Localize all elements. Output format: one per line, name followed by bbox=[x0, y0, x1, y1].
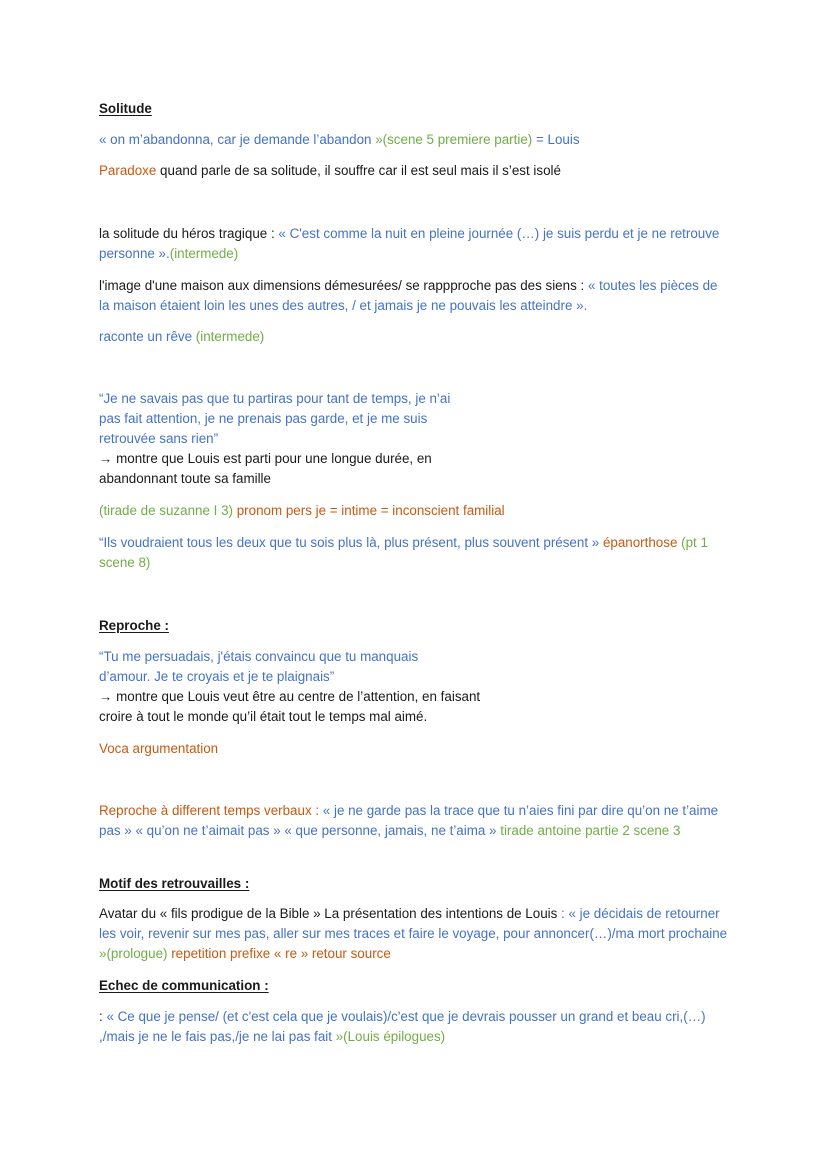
quote-text: « je ne garde pas la trace que tu n’aies fini par dire qu’on ne t’aime pas » « qu’on ne t’aimait pas » « que personne, jamais, ne t’aima » bbox=[99, 803, 719, 838]
heading-solitude-text: Solitude bbox=[99, 101, 152, 116]
heading-solitude bbox=[99, 99, 731, 119]
reference-text: »(Louis épilogues) bbox=[335, 1029, 446, 1044]
notion-text: pronom pers je = intime = inconscient familial bbox=[236, 503, 505, 518]
reference-text: (pt 1 scene 8) bbox=[99, 535, 708, 570]
lead-text: : bbox=[99, 1009, 107, 1024]
maison-paragraph bbox=[99, 276, 731, 316]
comment-line-2: croire à tout le monde qu’il était tout le temps mal aimé. bbox=[99, 709, 428, 724]
quote-line-2: d’amour. Je te croyais et je te plaignais” bbox=[99, 669, 335, 684]
body-text: l'image d'une maison aux dimensions démesurées/ se rappproche pas des siens : bbox=[99, 278, 588, 293]
quote-text: : « je décidais de retourner les voir, revenir sur mes pas, aller sur mes traces et faire le voyage, pour annoncer(…)/ma mort prochaine bbox=[99, 906, 728, 941]
voca-argumentation-line bbox=[99, 739, 731, 759]
quote-line-3: retrouvée sans rien” bbox=[99, 431, 219, 446]
quote-tail: = Louis bbox=[532, 132, 580, 147]
reference-text: tirade antoine partie 2 scene 3 bbox=[500, 823, 681, 838]
tirade-suzanne-line bbox=[99, 501, 731, 521]
epanorthose-paragraph bbox=[99, 533, 731, 573]
quote-text: « C'est comme la nuit en pleine journée (…) je suis perdu et je ne retrouve personne ». bbox=[99, 226, 720, 261]
heading-reproche bbox=[99, 616, 731, 636]
quote-text: « Ce que je pense/ (et c'est cela que je voulais)/c'est que je devrais pousser un grand et beau cri,(…) ,/mais je ne le fais pas,/je ne lai pas fait bbox=[99, 1009, 706, 1044]
heading-communication bbox=[99, 976, 731, 996]
reference-text: »(prologue) bbox=[99, 946, 172, 961]
suzanne-quote-block bbox=[99, 389, 519, 489]
quote-text: « toutes les pièces de la maison étaient loin les unes des autres, / et jamais je ne pouvais les atteindre ». bbox=[99, 278, 718, 313]
comment-line-2: abandonnant toute sa famille bbox=[99, 471, 271, 486]
reference-text: (tirade de suzanne I 3) bbox=[99, 503, 237, 518]
quote-text: “Ils voudraient tous les deux que tu sois plus là, plus présent, plus souvent présent » bbox=[99, 535, 603, 550]
quote-line-1: “Je ne savais pas que tu partiras pour tant de temps, je n’ai bbox=[99, 391, 451, 406]
reproche-quote-block bbox=[99, 647, 519, 727]
notion-text: Voca argumentation bbox=[99, 741, 219, 756]
comment-line-1: → montre que Louis est parti pour une longue durée, en bbox=[99, 451, 432, 466]
reve-line bbox=[99, 327, 731, 347]
quote-text: « on m’abandonna, car je demande l’abandon bbox=[99, 132, 376, 147]
reference-text: (intermede) bbox=[195, 329, 265, 344]
body-text: quand parle de sa solitude, il souffre car il est seul mais il s’est isolé bbox=[156, 163, 561, 178]
notion-text: Reproche à different temps verbaux : bbox=[99, 803, 323, 818]
notion-term: épanorthose bbox=[602, 535, 678, 550]
retrouvailles-paragraph bbox=[99, 904, 731, 964]
body-text: raconte un rêve bbox=[99, 329, 196, 344]
hero-tragique-paragraph bbox=[99, 224, 731, 264]
heading-retrouvailles bbox=[99, 874, 731, 894]
heading-reproche-text: Reproche : bbox=[99, 618, 169, 633]
body-text: la solitude du héros tragique : bbox=[99, 226, 279, 241]
solitude-quote-abandon bbox=[99, 130, 731, 150]
heading-communication-text: Echec de communication : bbox=[99, 978, 269, 993]
heading-retrouvailles-text: Motif des retrouvailles : bbox=[99, 876, 250, 891]
comment-line-1: → montre que Louis veut être au centre de l’attention, en faisant bbox=[99, 689, 481, 704]
communication-paragraph bbox=[99, 1007, 731, 1047]
reference-text: »(scene 5 premiere partie) bbox=[375, 132, 533, 147]
paradoxe-line bbox=[99, 161, 731, 181]
body-text: Avatar du « fils prodigue de la Bible » La présentation des intentions de Louis bbox=[99, 906, 562, 921]
notion-text: repetition prefixe « re » retour source bbox=[171, 946, 391, 961]
quote-line-1: “Tu me persuadais, j'étais convaincu que tu manquais bbox=[99, 649, 419, 664]
reference-text: (intermede) bbox=[169, 246, 239, 261]
quote-line-2: pas fait attention, je ne prenais pas garde, et je me suis bbox=[99, 411, 428, 426]
temps-verbaux-paragraph bbox=[99, 801, 731, 841]
notion-term: Paradoxe bbox=[99, 163, 157, 178]
